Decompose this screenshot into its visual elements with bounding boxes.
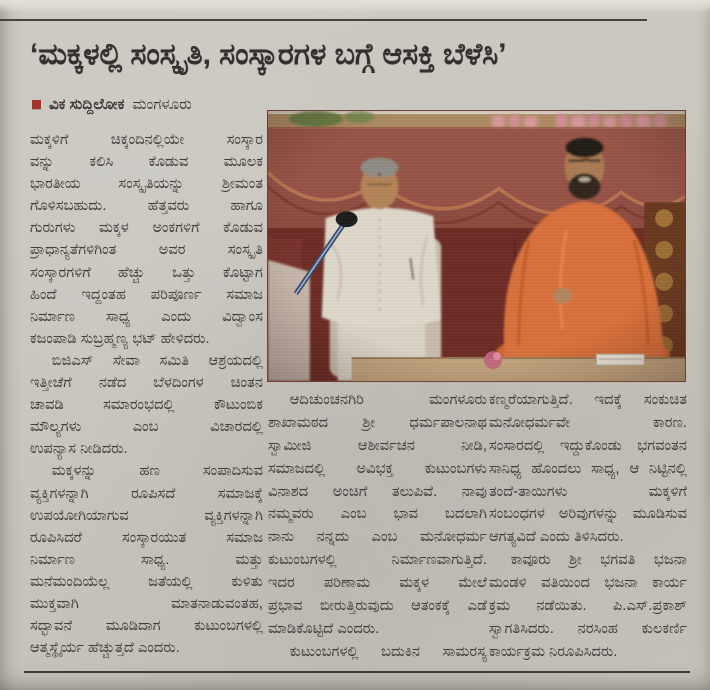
article-bottom-rule	[24, 671, 690, 673]
text-line: ಮನೆಮಂದಿಯೆಲ್ಲ ಜತೆಯಲ್ಲಿ ಕುಳಿತು	[30, 573, 263, 590]
byline-agency: ವಿಕ ಸುದ್ದಿಲೋಕ	[49, 96, 125, 113]
text-line: ನಿರ್ಮಾಣ ಸಾಧ್ಯ ಎಂದು ವಿದ್ವಾಂಸ	[30, 308, 263, 325]
byline	[32, 96, 262, 113]
byline-bullet-icon	[32, 100, 41, 109]
text-line: ಸ್ವಾಗತಿಸಿದರು. ನರಸಿಂಹ ಕುಲಕರ್ಣಿ	[489, 620, 687, 637]
text-line: ಉಪನ್ಯಾಸ ನೀಡಿದರು.	[30, 441, 128, 458]
text-line: ಕುಟುಂಬಗಳಲ್ಲಿ ನಿರ್ಮಾಣವಾಗುತ್ತಿದೆ.	[268, 552, 487, 569]
text-line: ಮಾಡಿಕೊಟ್ಟಿದೆ ಎಂದರು.	[268, 620, 380, 637]
text-line: ಕಜಂಪಾಡಿ ಸುಬ್ರಹ್ಮಣ್ಯ ಭಟ್ ಹೇಳಿದರು.	[30, 330, 210, 347]
text-line: ನಮ್ಮವರು ಎಂಬ ಭಾವ ಬದಲಾಗಿ	[268, 506, 487, 523]
text-line: ಆಗತ್ಯವಿದೆ ಎಂದು ತಿಳಿಸಿದರು.	[489, 529, 624, 546]
text-line: ಶಾಖಾಮಠದ ಶ್ರೀ ಧರ್ಮಪಾಲನಾಥ	[268, 414, 487, 431]
text-line: ಸಂಸಾರದಲ್ಲಿ ಇದ್ದುಕೊಂಡು ಭಗವಂತನ	[489, 437, 687, 454]
text-line: ಇತ್ತೀಚೆಗೆ ನಡೆದ ಬೆಳದಿಂಗಳ ಚಿಂತನ	[30, 375, 263, 392]
text-line: ಕಾವೂರು ಶ್ರೀ ಭಗವತಿ ಭಜನಾ	[510, 552, 687, 569]
photo-vignette	[268, 111, 685, 381]
news-photo	[267, 110, 686, 382]
text-line: ಬಿಜಿಎಸ್ ಸೇವಾ ಸಮಿತಿ ಆಶ್ರಯದಲ್ಲಿ	[51, 352, 263, 369]
byline-city: ಮಂಗಳೂರು	[132, 96, 192, 113]
text-line: ಪ್ರಾಧಾನ್ಯತೆಗಳಿಗಿಂತ ಅವರ ಸಂಸ್ಕೃತಿ	[30, 242, 263, 259]
text-line: ಸ್ವಾಮೀಜಿ ಆಶೀರ್ವಚನ ನೀಡಿ,	[268, 437, 487, 454]
article-column-2	[268, 389, 487, 666]
text-line: ಹಿಂದೆ ಇದ್ದಂತಹ ಪರಿಪೂರ್ಣ ಸಮಾಜ	[30, 286, 263, 303]
text-line: ಪ್ರಭಾವ ಬೀರುತ್ತಿರುವುದು ಆತಂಕಕ್ಕೆ ಎಡೆ	[268, 598, 487, 615]
text-line: ಸಮಾಜದಲ್ಲಿ ಅವಿಭಕ್ತ ಕುಟುಂಬಗಳು	[268, 460, 487, 477]
text-line: ವ್ಯಕ್ತಿಗಳನ್ನಾಗಿ ರೂಪಿಸದೆ ಸಮಾಜಕ್ಕೆ	[30, 485, 263, 502]
text-line: ವನ್ನು ಕಲಿಸಿ ಕೊಡುವ ಮೂಲಕ	[30, 154, 263, 171]
text-line: ಉಪಯೋಗಿಯಾಗುವ ವ್ಯಕ್ತಿಗಳನ್ನಾಗಿ	[30, 507, 263, 524]
text-line: ಚಾವಡಿ ಸಮಾರಂಭದಲ್ಲಿ ಕೌಟುಂಬಿಕ	[30, 397, 263, 414]
text-line: ಮೌಲ್ಯಗಳು ಎಂಬ ವಿಚಾರದಲ್ಲಿ	[30, 419, 263, 436]
text-line: ಗುರುಗಳು ಮಕ್ಕಳ ಅಂಕಗಳಿಗೆ ಕೊಡುವ	[30, 220, 263, 237]
text-line: ಆದಿಚುಂಚನಗಿರಿ ಮಂಗಳೂರು	[289, 392, 487, 408]
text-line: ಮಕ್ಕಳಿಗೆ ಚಿಕ್ಕಂದಿನಲ್ಲಿಯೇ ಸಂಸ್ಕಾರ	[30, 132, 263, 148]
text-line: ಆತ್ಮಸ್ಥೈರ್ಯ ಹೆಚ್ಚುತ್ತದೆ ಎಂದರು.	[30, 640, 180, 657]
text-line: ನಿರ್ಮಾಣ ಸಾಧ್ಯ. ಮತ್ತು	[30, 551, 263, 568]
text-line: ಇದರ ಪರಿಣಾಮ ಮಕ್ಕಳ ಮೇಲೆ	[268, 575, 487, 592]
article-column-1	[30, 129, 263, 663]
text-line: ರೂಪಿಸಿದರೆ ಸಂಸ್ಕಾರಯುತ ಸಮಾಜ	[30, 529, 263, 546]
text-line: ಭಾರತೀಯ ಸಂಸ್ಕೃತಿಯನ್ನು ಶ್ರೀಮಂತ	[30, 176, 263, 193]
text-line: ತಂದೆ-ತಾಯಿಗಳು ಮಕ್ಕಳಿಗೆ	[489, 483, 687, 500]
text-line: ನಾನು ನನ್ನದು ಎಂಬ ಮನೋಧರ್ಮ	[268, 529, 487, 546]
article-column-3	[489, 389, 687, 666]
text-line: ಮನೋಧರ್ಮವೇ ಕಾರಣ.	[489, 414, 687, 431]
text-line: ಕಾರ್ಯಕ್ರಮ ನಿರೂಪಿಸಿದರು.	[489, 643, 618, 660]
text-line: ಸಾನಿಧ್ಯ ಹೊಂದಲು ಸಾಧ್ಯ, ಆ ನಿಟ್ಟಿನಲ್ಲಿ	[489, 460, 687, 477]
text-line: ಸಂಬಂಧಗಳ ಅರಿವುಗಳನ್ನು ಮೂಡಿಸುವ	[489, 506, 687, 523]
text-line: ವಿನಾಶದ ಅಂಚಿಗೆ ತಲುಪಿವೆ. ನಾವು	[268, 483, 487, 500]
text-line: ಕಣ್ಮರೆಯಾಗುತ್ತಿದೆ. ಇದಕ್ಕೆ ಸಂಕುಚಿತ	[489, 392, 687, 408]
text-line: ಸದ್ಭಾವನೆ ಮೂಡಿದಾಗ ಕುಟುಂಬಗಳಲ್ಲಿ	[30, 618, 263, 635]
headline-top-rule	[0, 19, 647, 21]
text-line: ಮಂಡಳಿ ವತಿಯಿಂದ ಭಜನಾ ಕಾರ್ಯ	[489, 575, 687, 592]
text-line: ಕುಟುಂಬಗಳಲ್ಲಿ ಬದುಕಿನ ಸಾಮರಸ್ಯ	[289, 643, 487, 660]
text-line: ಗೊಳಿಸಬಹುದು. ಹೆತ್ತವರು ಹಾಗೂ	[30, 198, 263, 215]
headline: ‘ಮಕ್ಕಳಲ್ಲಿ ಸಂಸ್ಕೃತಿ, ಸಂಸ್ಕಾರಗಳ ಬಗ್ಗೆ ಆಸಕ್ತಿ ಬೆಳೆಸಿ’	[30, 38, 507, 71]
text-line: ಮುಕ್ತವಾಗಿ ಮಾತನಾಡುವಂತಹ,	[30, 595, 263, 612]
text-line: ಸಂಸ್ಕಾರಗಳಿಗೆ ಹೆಚ್ಚು ಒತ್ತು ಕೊಟ್ಟಾಗ	[30, 264, 263, 281]
scan-top-edge	[0, 0, 710, 12]
photo-illustration	[268, 111, 685, 381]
text-line: ಕ್ರಮ ನಡೆಯಿತು. ಪಿ.ಎಸ್.ಪ್ರಕಾಶ್	[489, 598, 687, 615]
text-line: ಮಕ್ಕಳನ್ನು ಹಣ ಸಂಪಾದಿಸುವ	[51, 463, 263, 480]
